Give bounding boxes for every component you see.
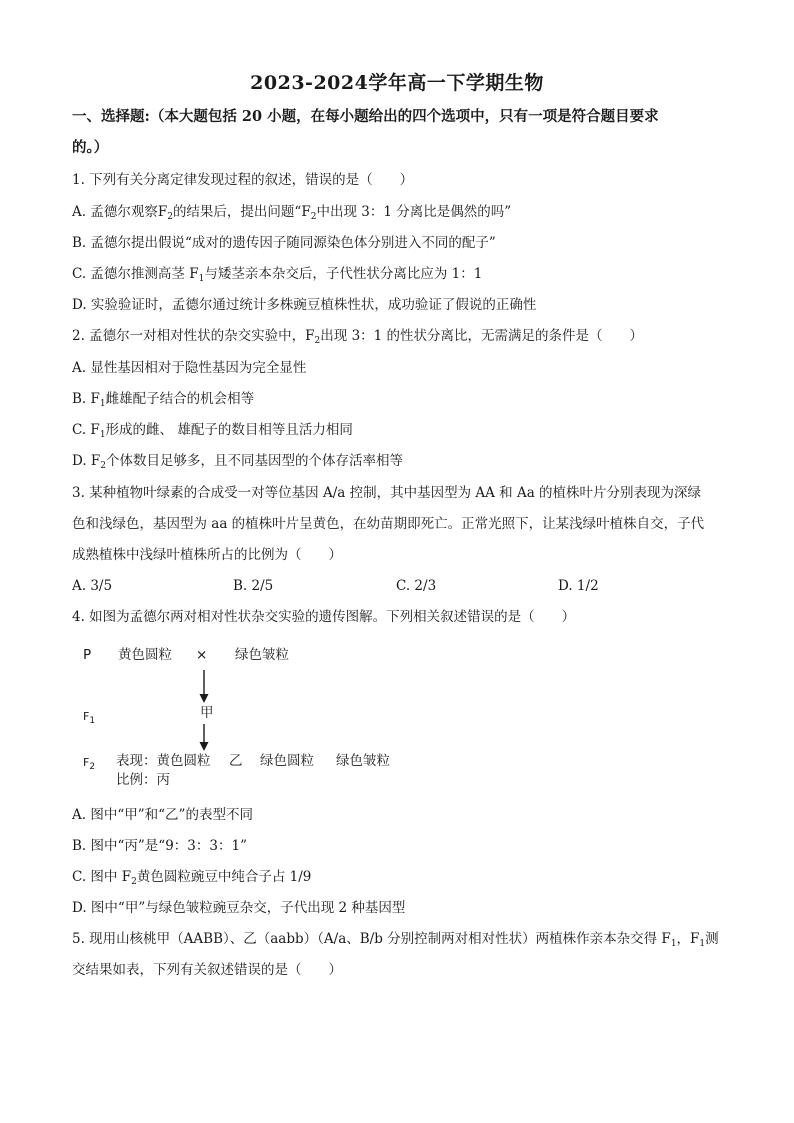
- q2-option-a: A. 显性基因相对于隐性基因为完全显性: [72, 360, 307, 376]
- section-heading-line2: 的。）: [72, 139, 109, 156]
- q4-option-a: A. 图中“甲”和“乙”的表型不同: [72, 807, 253, 823]
- q3-stem-line3: 成熟植株中浅绿叶植株所占的比例为（ ）: [72, 547, 342, 563]
- down-arrow-icon: [198, 724, 210, 752]
- diagram-phenotype-green-round: 绿色圆粒: [260, 753, 314, 769]
- q4-option-d: D. 图中“甲”与绿色皱粒豌豆杂交，子代出现 2 种基因型: [72, 900, 406, 916]
- section-heading-line1: 一、选择题:（本大题包括 20 小题，在每小题给出的四个选项中，只有一项是符合题目要求: [72, 108, 659, 125]
- q1-option-c: C. 孟德尔推测高茎 $F_1$与矮茎亲本杂交后，子代性状分离比应为 1：1: [72, 266, 483, 284]
- diagram-phenotype-green-wrinkled: 绿色皱粒: [336, 753, 390, 769]
- q3-option-d: D. 1/2: [558, 578, 599, 594]
- down-arrow-icon: [198, 670, 210, 704]
- diagram-p-left: 黄色圆粒: [118, 647, 172, 663]
- q4-option-b: B. 图中“丙”是“9：3：3：1”: [72, 838, 247, 854]
- diagram-phenotype-yi: 乙: [229, 753, 243, 769]
- q3-option-b: B. 2/5: [233, 578, 274, 594]
- diagram-p-label: P: [83, 647, 92, 663]
- diagram-ratio-label: 比例：丙: [116, 772, 170, 788]
- q4-option-c: C. 图中 $F_2$黄色圆粒豌豆中纯合子占 1/9: [72, 869, 312, 887]
- q1-option-b: B. 孟德尔提出假说“成对的遗传因子随同源染色体分别进入不同的配子”: [72, 235, 496, 251]
- page-title: 2023-2024学年高一下学期生物: [250, 72, 544, 94]
- q2-stem: 2. 孟德尔一对相对性状的杂交实验中，$F_2$出现 3：1 的性状分离比，无需满足的条件是（ ）: [72, 328, 644, 346]
- diagram-f2-label: $F_2$: [83, 756, 96, 772]
- q1-option-d: D. 实验验证时，孟德尔通过统计多株豌豆植株性状，成功验证了假说的正确性: [72, 297, 537, 313]
- diagram-phenotype-label: 表现：黄色圆粒: [116, 753, 211, 769]
- q2-option-d: D. $F_2$个体数目足够多，且不同基因型的个体存活率相等: [72, 453, 404, 471]
- q3-option-c: C. 2/3: [396, 578, 437, 594]
- q2-option-c: C. $F_1$形成的雌、 雄配子的数目相等且活力相同: [72, 422, 353, 440]
- diagram-cross-symbol: ×: [196, 647, 208, 663]
- q5-stem-line1: 5. 现用山核桃甲（AABB）、乙（aabb）（A/a、B/b 分别控制两对相对性状）两植株作亲本杂交得 $F_1$，$F_1$测: [72, 931, 719, 949]
- q3-stem-line1: 3. 某种植物叶绿素的合成受一对等位基因 A/a 控制，其中基因型为 AA 和 Aa 的植株叶片分别表现为深绿: [72, 485, 702, 501]
- q2-option-b: B. $F_1$雌雄配子结合的机会相等: [72, 391, 255, 409]
- diagram-f1-value: 甲: [200, 705, 214, 721]
- q1-stem: 1. 下列有关分离定律发现过程的叙述，错误的是（ ）: [72, 172, 414, 188]
- genetic-cross-diagram: [72, 640, 472, 800]
- diagram-p-right: 绿色皱粒: [235, 647, 289, 663]
- diagram-f1-label: $F_1$: [83, 710, 96, 726]
- q4-stem: 4. 如图为孟德尔两对相对性状杂交实验的遗传图解。下列相关叙述错误的是（ ）: [72, 609, 576, 625]
- q3-stem-line2: 色和浅绿色，基因型为 aa 的植株叶片呈黄色，在幼苗期即死亡。正常光照下，让某浅绿叶植株自交，子代: [72, 516, 705, 532]
- q3-option-a: A. 3/5: [72, 578, 113, 594]
- q5-stem-line2: 交结果如表，下列有关叙述错误的是（ ）: [72, 962, 342, 978]
- q1-option-a: A. 孟德尔观察$F_2$的结果后，提出问题“$F_2$中出现 3：1 分离比是偶然的吗”: [72, 204, 512, 222]
